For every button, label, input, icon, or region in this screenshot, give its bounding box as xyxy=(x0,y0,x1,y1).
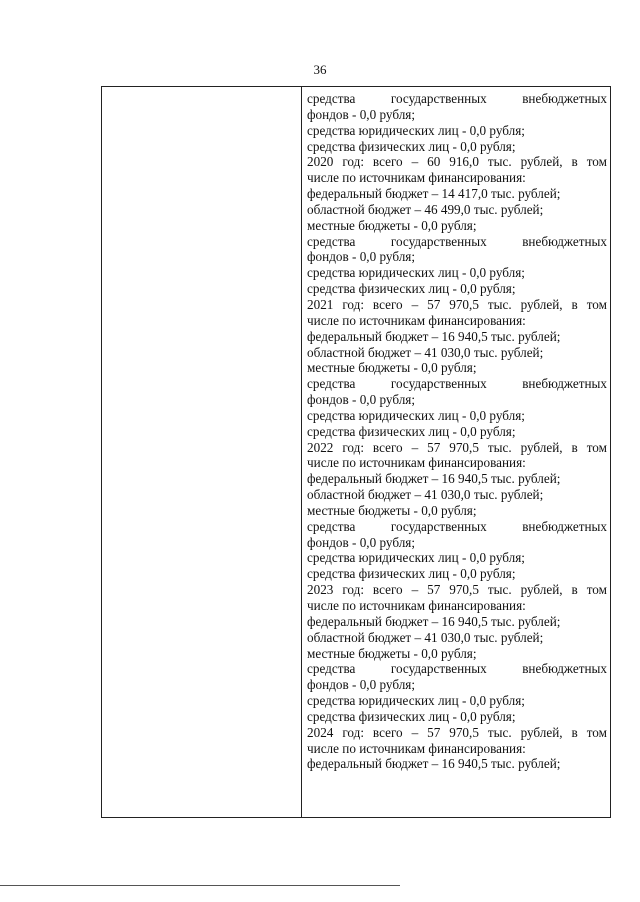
text-line: числе по источникам финансирования: xyxy=(307,312,526,328)
text-line: 2024 год: всего – 57 970,5 тыс. рублей, в том xyxy=(307,724,607,740)
text-line: федеральный бюджет – 16 940,5 тыс. рублей; xyxy=(307,756,561,772)
text-line: средства государственных внебюджетных xyxy=(307,376,607,392)
text-line: средства физических лиц - 0,0 рубля; xyxy=(307,281,516,297)
text-line: фондов - 0,0 рубля; xyxy=(307,677,416,693)
text-line: средства юридических лиц - 0,0 рубля; xyxy=(307,550,525,566)
text-line: средства государственных внебюджетных xyxy=(307,661,607,677)
page-number: 36 xyxy=(313,62,327,77)
text-line: областной бюджет – 46 499,0 тыс. рублей; xyxy=(307,201,544,217)
text-line: средства юридических лиц - 0,0 рубля; xyxy=(307,407,525,423)
text-line: 2022 год: всего – 57 970,5 тыс. рублей, в том xyxy=(307,439,607,455)
text-line: 2020 год: всего – 60 916,0 тыс. рублей, в том xyxy=(307,154,607,170)
text-line: фондов - 0,0 рубля; xyxy=(307,534,416,550)
footer-rule xyxy=(0,885,400,886)
text-line: средства физических лиц - 0,0 рубля; xyxy=(307,566,516,582)
text-line: средства юридических лиц - 0,0 рубля; xyxy=(307,265,525,281)
text-line: средства юридических лиц - 0,0 рубля; xyxy=(307,122,525,138)
table-left-cell xyxy=(102,87,302,817)
text-line: 2023 год: всего – 57 970,5 тыс. рублей, в том xyxy=(307,582,607,598)
text-line: местные бюджеты - 0,0 рубля; xyxy=(307,360,477,376)
text-line: средства государственных внебюджетных xyxy=(307,233,607,249)
text-line: 2021 год: всего – 57 970,5 тыс. рублей, в том xyxy=(307,296,607,312)
text-line: средства физических лиц - 0,0 рубля; xyxy=(307,423,516,439)
text-line: средства физических лиц - 0,0 рубля; xyxy=(307,138,516,154)
text-line: фондов - 0,0 рубля; xyxy=(307,392,416,408)
funding-table xyxy=(101,86,611,818)
text-line: областной бюджет – 41 030,0 тыс. рублей; xyxy=(307,487,544,503)
text-line: федеральный бюджет – 16 940,5 тыс. рублей; xyxy=(307,328,561,344)
text-line: местные бюджеты - 0,0 рубля; xyxy=(307,645,477,661)
text-line: числе по источникам финансирования: xyxy=(307,740,526,756)
text-line: числе по источникам финансирования: xyxy=(307,598,526,613)
text-line: федеральный бюджет – 16 940,5 тыс. рублей; xyxy=(307,613,561,629)
text-line: средства физических лиц - 0,0 рубля; xyxy=(307,708,516,724)
text-line: числе по источникам финансирования: xyxy=(307,455,526,471)
text-line: фондов - 0,0 рубля; xyxy=(307,106,416,122)
text-line: фондов - 0,0 рубля; xyxy=(307,249,416,265)
text-line: средства юридических лиц - 0,0 рубля; xyxy=(307,693,525,709)
text-line: средства государственных внебюджетных xyxy=(307,91,607,106)
text-line: федеральный бюджет – 16 940,5 тыс. рублей; xyxy=(307,471,561,487)
text-line: федеральный бюджет – 14 417,0 тыс. рублей; xyxy=(307,186,561,202)
table-right-cell xyxy=(302,87,610,817)
text-line: средства государственных внебюджетных xyxy=(307,518,607,534)
text-line: местные бюджеты - 0,0 рубля; xyxy=(307,502,477,518)
text-line: областной бюджет – 41 030,0 тыс. рублей; xyxy=(307,344,544,360)
text-line: местные бюджеты - 0,0 рубля; xyxy=(307,217,477,233)
text-line: областной бюджет – 41 030,0 тыс. рублей; xyxy=(307,629,544,645)
text-line: числе по источникам финансирования: xyxy=(307,170,526,186)
